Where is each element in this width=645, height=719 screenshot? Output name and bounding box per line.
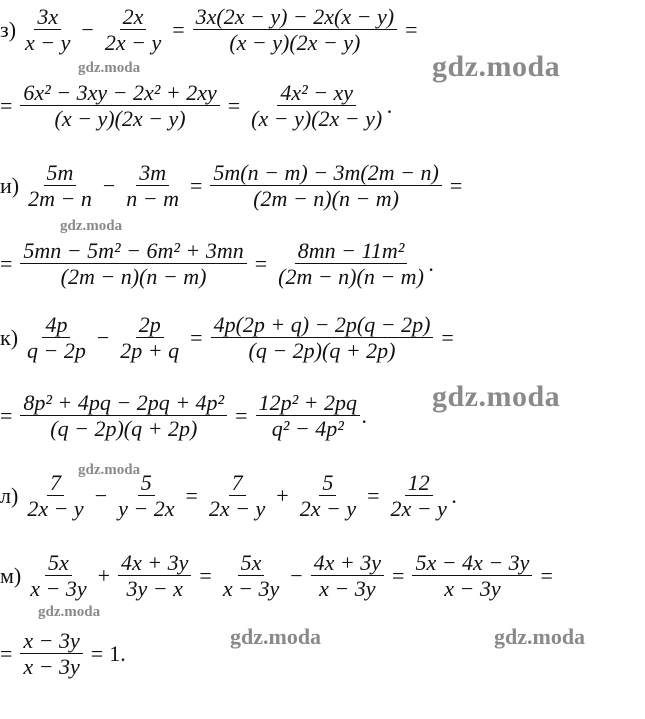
watermark: gdz.moda <box>60 218 123 234</box>
item-label: к) <box>0 324 19 350</box>
period: . <box>387 92 393 118</box>
denominator: 2x − y <box>104 30 162 56</box>
fraction <box>412 550 532 602</box>
solution-i-line-2 <box>0 238 434 290</box>
numerator: 12p² + 2pq <box>256 390 360 416</box>
period: . <box>428 250 435 276</box>
denominator: 2x − y <box>27 496 84 522</box>
item-label: и) <box>0 172 20 198</box>
item-label: л) <box>0 482 19 508</box>
denominator: 2x − y <box>299 496 357 522</box>
denominator: (2m − n)(n − m) <box>253 186 400 212</box>
equals-sign: = <box>449 172 463 198</box>
numerator: 4p(2p + q) − 2p(q − 2p) <box>211 312 434 338</box>
equals-sign: = <box>367 482 380 508</box>
numerator: 5x <box>238 550 265 576</box>
denominator: (x − y)(2x − y) <box>251 106 383 132</box>
equals-sign: = <box>0 402 13 428</box>
fraction <box>117 312 182 364</box>
operator: − <box>96 324 110 350</box>
denominator: (2m − n)(n − m) <box>60 264 207 290</box>
fraction <box>211 312 434 364</box>
denominator: 3y − x <box>126 576 183 602</box>
numerator: x − 3y <box>20 628 82 654</box>
fraction <box>24 312 89 364</box>
numerator: 2x <box>120 4 147 30</box>
result-value: 1. <box>109 640 126 666</box>
fraction <box>25 160 95 212</box>
fraction <box>20 238 246 290</box>
numerator: 2p <box>136 312 164 338</box>
operator: − <box>102 172 116 198</box>
fraction <box>275 238 427 290</box>
watermark: gdz.moda <box>78 462 141 478</box>
period: . <box>362 402 368 428</box>
equals-sign: = <box>190 324 203 350</box>
operator: + <box>276 482 289 508</box>
denominator: 2x − y <box>208 496 266 522</box>
solution-z-line-1 <box>0 4 423 56</box>
watermark: gdz.moda <box>78 60 141 76</box>
numerator: 4p <box>42 312 70 338</box>
denominator: x − 3y <box>319 576 376 602</box>
numerator: 5m(n − m) − 3m(2m − n) <box>210 160 441 186</box>
item-label: з) <box>0 16 17 42</box>
watermark: gdz.moda <box>432 380 561 413</box>
equals-sign: = <box>185 482 198 508</box>
period: . <box>451 482 458 508</box>
numerator: 3x(2x − y) − 2x(x − y) <box>193 4 397 30</box>
equals-sign: = <box>254 250 268 276</box>
denominator: x − 3y <box>23 654 80 680</box>
numerator: 5x <box>45 550 72 576</box>
watermark: gdz.moda <box>432 50 561 83</box>
equals-sign: = <box>172 16 185 42</box>
fraction <box>256 390 360 442</box>
numerator: 3m <box>136 160 169 186</box>
equals-sign: = <box>0 250 13 276</box>
equals-sign: = <box>227 92 241 118</box>
solution-m-line-2 <box>0 628 126 680</box>
solution-l-line-1 <box>0 470 457 522</box>
numerator: 5 <box>138 470 155 496</box>
numerator: 4x + 3y <box>311 550 384 576</box>
denominator: 2x − y <box>390 496 447 522</box>
denominator: q² − 4p² <box>271 416 344 442</box>
numerator: 5 <box>319 470 336 496</box>
fraction <box>20 80 219 132</box>
denominator: (2m − n)(n − m) <box>278 264 424 290</box>
equals-sign: = <box>392 562 405 588</box>
denominator: 2m − n <box>28 186 92 212</box>
denominator: y − 2x <box>118 496 175 522</box>
fraction <box>220 550 282 602</box>
numerator: 8mn − 11m² <box>295 238 408 264</box>
numerator: 5m <box>44 160 77 186</box>
equals-sign: = <box>199 562 212 588</box>
denominator: x − 3y <box>30 576 87 602</box>
numerator: 6x² − 3xy − 2x² + 2xy <box>20 80 219 106</box>
solution-k-line-2 <box>0 390 368 442</box>
equals-sign: = <box>405 16 418 42</box>
fraction <box>206 470 268 522</box>
item-label: м) <box>0 562 22 588</box>
solution-k-line-1 <box>0 312 460 364</box>
numerator: 5x − 4x − 3y <box>412 550 532 576</box>
equals-sign: = <box>235 402 248 428</box>
fraction <box>193 4 397 56</box>
numerator: 7 <box>47 470 64 496</box>
fraction <box>123 160 182 212</box>
fraction <box>118 550 191 602</box>
solution-z-line-2 <box>0 80 393 132</box>
equals-sign: = <box>90 640 104 666</box>
numerator: 3x <box>34 4 61 30</box>
watermark: gdz.moda <box>494 624 586 649</box>
equals-sign: = <box>540 562 553 588</box>
denominator: x − 3y <box>444 576 501 602</box>
numerator: 5mn − 5m² − 6m² + 3mn <box>20 238 246 264</box>
denominator: x − y <box>25 30 71 56</box>
denominator: n − m <box>126 186 179 212</box>
fraction <box>248 80 385 132</box>
watermark: gdz.moda <box>38 604 101 620</box>
fraction <box>388 470 450 522</box>
denominator: x − 3y <box>222 576 280 602</box>
denominator: (q − 2p)(q + 2p) <box>248 338 396 364</box>
denominator: 2p + q <box>120 338 180 364</box>
fraction <box>27 550 89 602</box>
fraction <box>311 550 384 602</box>
numerator: 12 <box>405 470 433 496</box>
equals-sign: = <box>441 324 454 350</box>
equals-sign: = <box>190 172 203 198</box>
equals-sign: = <box>0 640 13 666</box>
numerator: 8p² + 4pq − 2pq + 4p² <box>20 390 227 416</box>
denominator: (q − 2p)(q + 2p) <box>50 416 198 442</box>
solution-i-line-1 <box>0 160 468 212</box>
operator: − <box>81 16 94 42</box>
watermark: gdz.moda <box>230 624 322 649</box>
fraction <box>20 628 82 680</box>
fraction <box>210 160 441 212</box>
operator: + <box>97 562 111 588</box>
denominator: (x − y)(2x − y) <box>54 106 186 132</box>
fraction <box>22 4 73 56</box>
numerator: 7 <box>229 470 246 496</box>
numerator: 4x + 3y <box>118 550 191 576</box>
fraction <box>102 4 164 56</box>
denominator: q − 2p <box>27 338 86 364</box>
operator: − <box>290 562 303 588</box>
fraction <box>20 390 227 442</box>
numerator: 4x² − xy <box>277 80 356 106</box>
denominator: (x − y)(2x − y) <box>229 30 361 56</box>
fraction <box>297 470 359 522</box>
operator: − <box>94 482 108 508</box>
solution-m-line-1 <box>0 550 559 602</box>
equals-sign: = <box>0 92 13 118</box>
